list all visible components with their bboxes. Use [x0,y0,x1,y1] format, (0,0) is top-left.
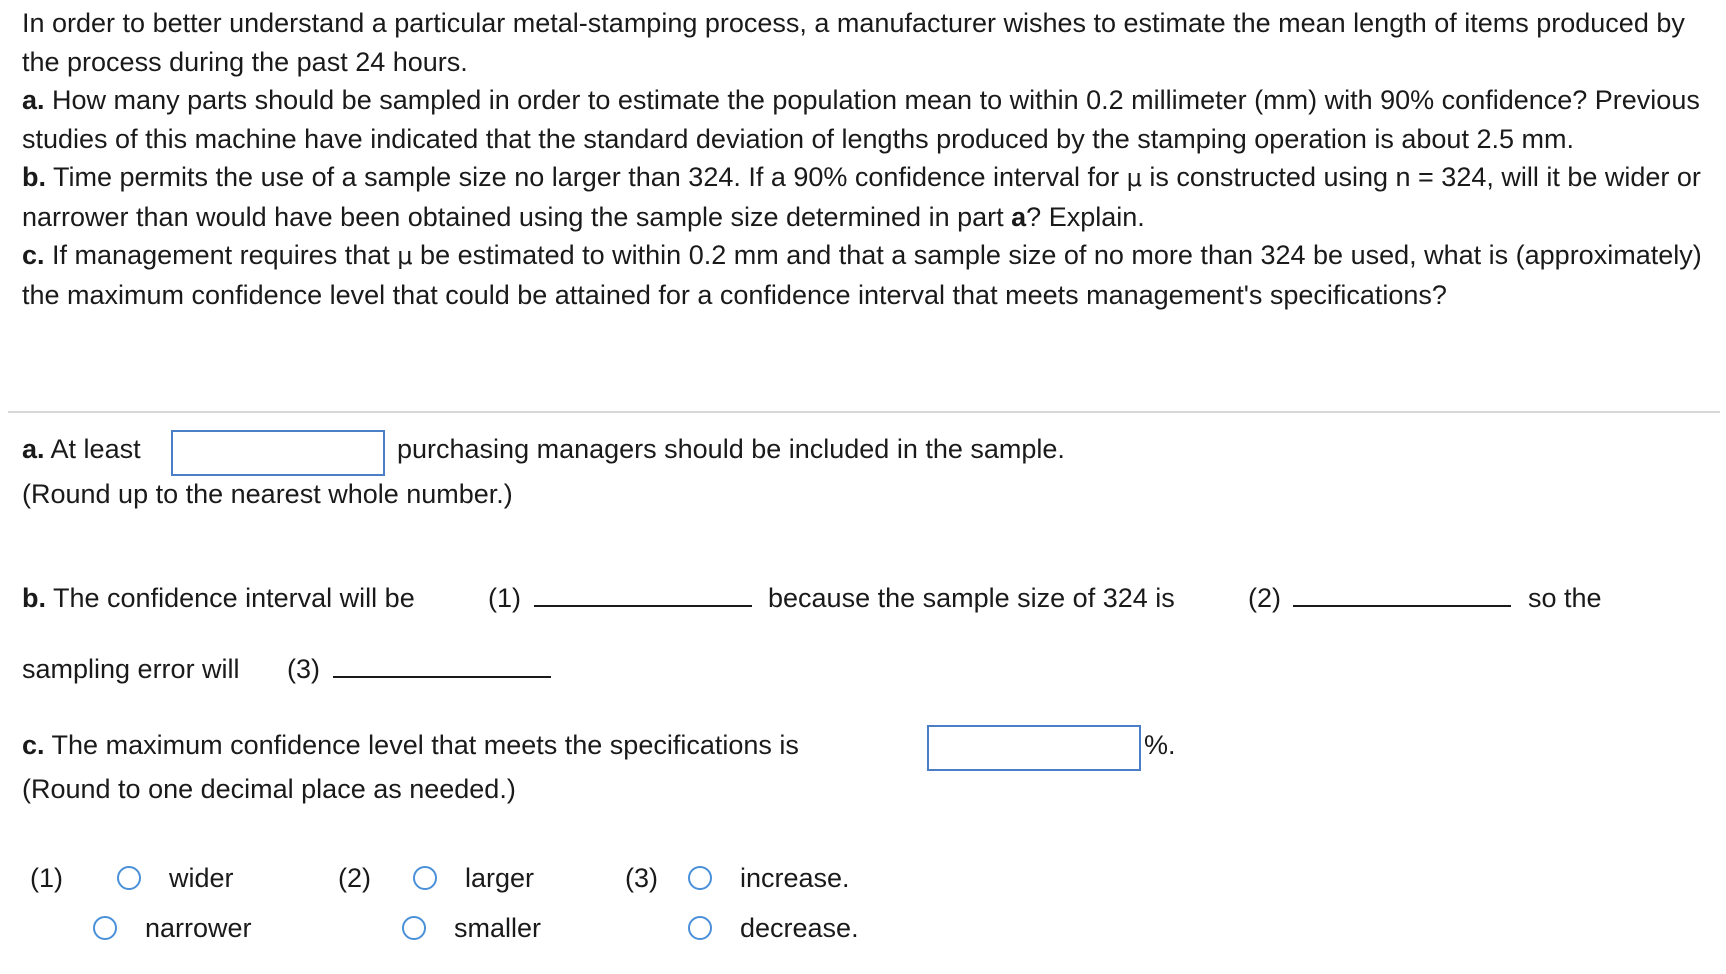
mu-symbol: μ [397,242,413,270]
answer-b-sampling-error: sampling error will [22,654,240,684]
sample-size-input[interactable] [171,430,385,476]
blank-3-dropdown[interactable] [333,676,551,678]
blank-3-number: (3) [287,654,320,684]
radio-larger[interactable] [413,866,437,890]
blank-2-dropdown[interactable] [1293,605,1511,607]
answer-b-so-the: so the [1528,583,1602,613]
option-narrower[interactable]: narrower [145,913,252,943]
answer-b-reason: because the sample size of 324 is [768,583,1175,613]
blank-1-number: (1) [488,583,521,613]
radio-smaller[interactable] [402,916,426,940]
question-text [22,4,1712,314]
question-part-a: a. How many parts should be sampled in order to estimate the population mean to within 0.2 millimeter (mm) with 90% confidence? Previous studies of this machine have indicated that the standard deviation of lengths produced by the stamping operation is about 2.5 mm. [22,85,1700,154]
option-increase[interactable]: increase. [740,863,850,893]
choice-group-2-number: (2) [338,863,371,893]
answer-a-prefix: a. At least [22,434,141,464]
option-decrease[interactable]: decrease. [740,913,859,943]
part-c-label: c. [22,240,45,270]
radio-decrease[interactable] [688,916,712,940]
blank-2-number: (2) [1248,583,1281,613]
part-b-label: b. [22,162,46,192]
answer-c-note: (Round to one decimal place as needed.) [22,774,516,804]
answer-c-text: c. The maximum confidence level that meets the specifications is [22,730,799,760]
answer-a-suffix: purchasing managers should be included in the sample. [397,434,1065,464]
confidence-level-input[interactable] [927,725,1141,771]
part-a-label: a. [22,85,45,115]
blank-1-dropdown[interactable] [534,605,752,607]
radio-narrower[interactable] [93,916,117,940]
choice-group-3-number: (3) [625,863,658,893]
choice-group-1-number: (1) [30,863,63,893]
answer-a-note: (Round up to the nearest whole number.) [22,479,513,509]
option-wider[interactable]: wider [169,863,234,893]
percent-unit: %. [1144,730,1176,760]
section-divider [8,411,1720,413]
radio-increase[interactable] [688,866,712,890]
question-part-c: c. If management requires that μ be estimated to within 0.2 mm and that a sample size of no more than 324 be used, what is (approximately) the maximum confidence level that could be attained for a confidence interval that meets management's specifications? [22,240,1702,310]
question-part-b: b. Time permits the use of a sample size no larger than 324. If a 90% confidence interval for μ is constructed using n = 324, will it be wider or narrower than would have been obtained using the sample size determined in part a? Explain. [22,162,1701,232]
question-intro: In order to better understand a particular metal-stamping process, a manufacturer wishes to estimate the mean length of items produced by the process during the past 24 hours. [22,8,1685,77]
answer-b-text: b. The confidence interval will be [22,583,415,613]
mu-symbol: μ [1126,164,1142,192]
option-smaller[interactable]: smaller [454,913,542,943]
radio-wider[interactable] [117,866,141,890]
part-a-reference: a [1011,201,1027,232]
option-larger[interactable]: larger [465,863,535,893]
